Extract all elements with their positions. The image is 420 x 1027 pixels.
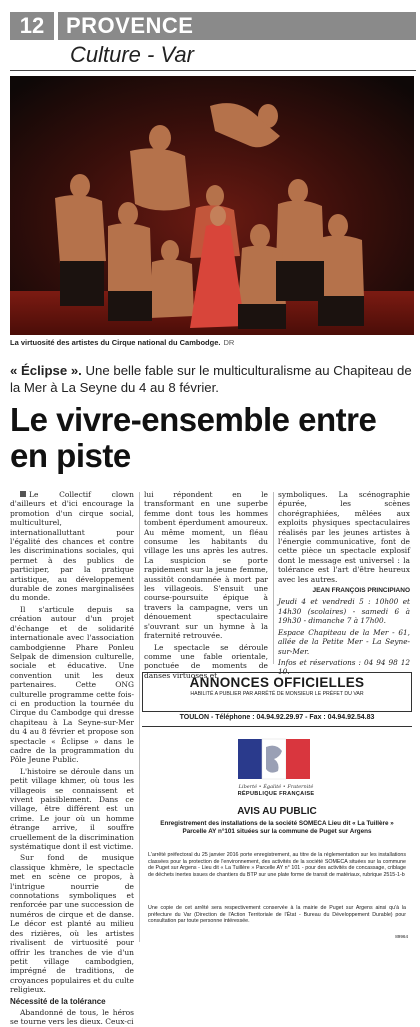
paragraph: Sur fond de musique classique khmère, le spectacle met en scène ce propos, à l'intrigue nourrie de connotations symboliques et renforcée par une succession de numéros de cirque et de danse. Le décor est planté au milieu des rizières, où les artistes rivalisent de virtuosité pour offrir les tranches de vie d'un petit village cambodgien, imprégné de traditions, de croyances populaires et du culte religieux. xyxy=(10,853,134,995)
public-notice-title: AVIS AU PUBLIC xyxy=(237,806,317,817)
paragraph: Abandonné de tous, le héros se tourne vers les dieux. Ceux-ci xyxy=(10,1007,134,1027)
marianne-logo-icon xyxy=(236,735,314,785)
practical-info: Infos et réservations : 04 94 98 12 10. xyxy=(278,657,410,677)
article-subhead: Nécessité de la tolérance xyxy=(10,996,106,1006)
paragraph: L'histoire se déroule dans un petit village khmer, où tous les villageois se connaissent et vivent paisiblement. Dans ce village, être différent est un crime. Le jour où un homme étrange arrive, il souffre cruellement de la discrimination systématique dont il est victime. xyxy=(10,766,134,852)
practical-info: Jeudi 4 et vendredi 5 : 10h00 et 14h30 (scolaires) - samedi 6 à 19h30 - dimanche 7 à 17h00. xyxy=(278,597,410,626)
legal-notices-box xyxy=(142,672,412,712)
lead-square-icon xyxy=(20,491,26,497)
column-divider xyxy=(273,492,274,664)
deck-show-name: « Éclipse ». xyxy=(10,363,82,378)
deck-text: Une belle fable sur le multiculturalisme au Chapiteau de la Mer à La Seyne du 4 au 8 février. xyxy=(10,363,412,395)
article-column-3 xyxy=(278,490,410,677)
paragraph: Il s'articule depuis sa création autour d'un projet d'échange et de solidarité internationale avec l'association cambodgienne Phare Ponleu Selpak de dimension culturelle, sociale et éducative. Une convention unit les deux partenaires. Cette ONG culturelle programme cette fois-ci en production la tournée du Cirque du Cambodge qui dresse chapiteau à La Seyne-sur-Mer du 4 au 8 février et propose son spectacle « Éclipse » dans le cadre de la programmation du Pôle Jeune Public. xyxy=(10,604,134,765)
section-title: Culture - Var xyxy=(70,42,194,67)
article-deck xyxy=(10,362,414,396)
legal-contact: TOULON - Téléphone : 04.94.92.29.97 - Fax : 04.94.92.54.83 xyxy=(179,714,375,721)
legal-notices-title: ANNONCES OFFICIELLES xyxy=(189,675,365,690)
rubric-title: PROVENCE xyxy=(58,12,416,40)
paragraph: lui répondent en le transformant en une superbe femme dont tous les hommes tombent éperdument amoureux. Au même moment, un fléau consume les habitants du village les uns après les autres. La suspicion se porte rapidement sur la jeune femme, aussitôt condamnée à mort par les villageois. S'ensuit une course-poursuite épique à travers la campagne, vers un dénouement spectaculaire s'ouvrant sur un hymne à la fraternité retrouvée. xyxy=(144,490,268,641)
article-column-2 xyxy=(144,490,268,680)
republic-motto: Liberté • Égalité • Fraternité xyxy=(238,784,314,790)
article-column-1 xyxy=(10,490,134,1027)
paragraph: Le spectacle se déroule comme une fable orientale, ponctuée de moments de danses virtuoses et xyxy=(144,642,268,680)
article-title: Le vivre-ensemble entre en piste xyxy=(10,401,377,474)
notice-reference: 89964 xyxy=(395,934,408,939)
practical-info: Espace Chapiteau de la Mer - 61, allée de la Petite Mer - La Seyne-sur-Mer. xyxy=(278,627,410,656)
caption-text: La virtuosité des artistes du Cirque national du Cambodge. xyxy=(10,338,221,347)
paragraph xyxy=(10,490,134,603)
circus-photo xyxy=(10,76,414,335)
page-number: 12 xyxy=(10,12,54,40)
paragraph: symboliques. La scénographie épurée, les scènes chorégraphiées, mêlées aux exploits physiques spectaculaires réalisés par les jeunes artistes à l'énergie communicative, font de cette pièce un spectacle explosif dont le message est universel : la tolérance est l'art d'être heureux avec les autres. xyxy=(278,490,410,584)
page-header xyxy=(10,8,416,40)
photo-caption xyxy=(10,338,234,347)
legal-rule xyxy=(142,726,412,727)
photo-credit: DR xyxy=(223,338,235,347)
public-notice-heading: Enregistrement des installations de la société SOMECA Lieu dit « La Tuillère » Parcelle AY n°101 situées sur la commune de Puget sur Argens xyxy=(160,820,394,835)
republic-name: RÉPUBLIQUE FRANÇAISE xyxy=(237,791,315,797)
paragraph-text: Le Collectif clown d'ailleurs et d'ici encourage la promotion d'un cirque social, multiculturel, internationalluttant pour l'égalité des chances et contre les discriminations sociales, qui permet à des publics de participer, par la pratique artistique, au développement durable de zones marginalisées du monde. xyxy=(10,490,134,603)
public-notice-body-2: Une copie de cet arrêté sera respectivement conservée à la mairie de Puget sur Argens ainsi qu'à la préfecture du Var (Direction de l'Action Territoriale de l'État - Bureau du Développement Durable) pour consultation par toute personne intéressée. xyxy=(148,905,406,925)
header-rule xyxy=(10,70,416,71)
legal-notices-subtitle: HABILITÉ A PUBLIER PAR ARRÊTÉ DE MONSIEUR LE PRÉFET DU VAR xyxy=(190,691,364,697)
circus-photo-illustration xyxy=(10,76,414,335)
column-divider xyxy=(139,492,140,942)
article-author: JEAN FRANÇOIS PRINCIPIANO xyxy=(312,587,410,595)
public-notice-body: L'arrêté préfectoral du 25 janvier 2016 porte enregistrement, au titre de la réglementation sur les installations classées pour la protection de l'environnement, des activités de la société SOMECA situées sur la commune de Puget sur Argens - Lieu dit « La Tuillère » Parcelle AY n° 101 - pour des activités de concassage, criblage de déchets inertes issues de chantiers du BTP sur une plate forme de transit de matériaux, rubrique 2515-1-b xyxy=(148,852,406,878)
